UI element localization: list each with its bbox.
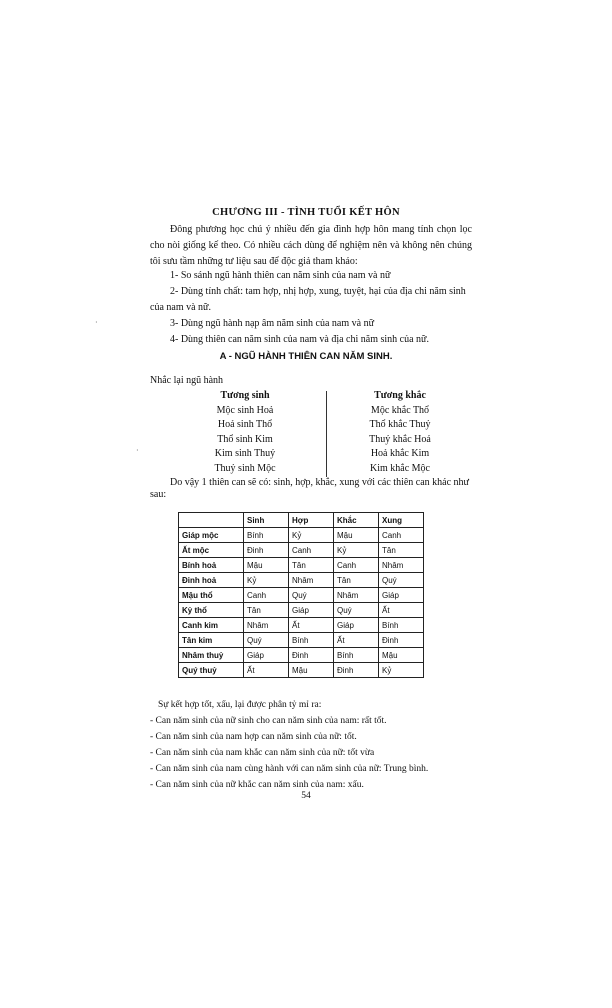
methods-list	[150, 268, 472, 348]
summary-item: - Can năm sinh của nữ khắc can năm sinh của nam: xấu.	[150, 780, 364, 790]
summary-item: - Can năm sinh của nam hợp can năm sinh của nữ: tốt.	[150, 732, 357, 742]
table-cell: Nhâm	[334, 588, 379, 603]
summary-item: - Can năm sinh của nam khắc can năm sinh của nữ: tốt vừa	[150, 748, 375, 758]
table-cell: Tân	[289, 558, 334, 573]
row-label: Kỷ thổ	[179, 603, 244, 618]
table-cell: Mậu	[379, 648, 424, 663]
table-header-row	[179, 513, 424, 528]
relation-item: Thổ sinh Kim	[217, 433, 273, 445]
tuong-sinh-header: Tương sinh	[220, 390, 270, 401]
table-cell: Bính	[334, 648, 379, 663]
thien-can-table	[178, 512, 424, 678]
method-item: 4- Dùng thiên can năm sinh của nam và địa chi năm sinh của nữ.	[170, 334, 429, 345]
recall-label: Nhắc lại ngũ hành	[150, 375, 224, 386]
table-cell: Kỷ	[244, 573, 289, 588]
therefore-paragraph: Do vậy 1 thiên can sẽ có: sinh, hợp, khắc, xung với các thiên can khác như sau:	[150, 477, 469, 500]
table-cell: Canh	[379, 528, 424, 543]
table-cell: Bính	[289, 633, 334, 648]
summary-item: - Can năm sinh của nữ sinh cho can năm sinh của nam: rất tốt.	[150, 716, 387, 726]
column-header: Xung	[379, 513, 424, 528]
table-cell: Kỷ	[379, 663, 424, 678]
table-corner	[179, 513, 244, 528]
column-header: Sinh	[244, 513, 289, 528]
relation-item: Thổ khắc Thuỷ	[369, 419, 431, 431]
table-cell: Bính	[379, 618, 424, 633]
row-label: Bính hoả	[179, 558, 244, 573]
column-header: Hợp	[289, 513, 334, 528]
table-row	[179, 633, 424, 648]
table-cell: Ất	[244, 663, 289, 678]
table-cell: Ất	[334, 633, 379, 648]
table-cell: Ất	[379, 603, 424, 618]
relation-item: Thuỷ khắc Hoả	[369, 433, 431, 445]
relation-item: Kim khắc Mộc	[370, 462, 430, 474]
page-number: 54	[301, 791, 311, 801]
row-label: Đinh hoả	[179, 573, 244, 588]
section-heading: A - NGŨ HÀNH THIÊN CAN NĂM SINH.	[219, 351, 393, 362]
table-row	[179, 558, 424, 573]
relation-item: Thuỷ sinh Mộc	[214, 462, 276, 474]
row-label: Giáp mộc	[179, 528, 244, 543]
table-row	[179, 528, 424, 543]
table-cell: Quý	[289, 588, 334, 603]
row-label: Nhâm thuỷ	[179, 648, 244, 663]
summary-block	[150, 697, 510, 793]
row-label: Canh kim	[179, 618, 244, 633]
scan-mark: ·	[136, 446, 139, 455]
table-cell: Nhâm	[244, 618, 289, 633]
relation-item: Hoả sinh Thổ	[217, 419, 273, 431]
summary-lead: Sự kết hợp tốt, xấu, lại được phân tỷ mỉ ra:	[158, 700, 322, 710]
table-cell: Nhâm	[379, 558, 424, 573]
table-cell: Ất	[289, 618, 334, 633]
table-cell: Mậu	[244, 558, 289, 573]
tuong-sinh-column	[180, 389, 310, 477]
method-item: 3- Dùng ngũ hành nạp âm năm sinh của nam và nữ	[170, 318, 374, 329]
table-cell: Đinh	[334, 663, 379, 678]
table-row	[179, 588, 424, 603]
table-row	[179, 618, 424, 633]
table-cell: Đinh	[289, 648, 334, 663]
table-cell: Giáp	[379, 588, 424, 603]
row-label: Quý thuỷ	[179, 663, 244, 678]
table-cell: Bính	[244, 528, 289, 543]
table-row	[179, 663, 424, 678]
table-cell: Kỷ	[289, 528, 334, 543]
table-cell: Đinh	[244, 543, 289, 558]
column-header: Khắc	[334, 513, 379, 528]
table-row	[179, 648, 424, 663]
relation-item: Hoả khắc Kim	[370, 448, 430, 460]
table-cell: Quý	[334, 603, 379, 618]
table-cell: Tân	[334, 573, 379, 588]
table-cell: Canh	[334, 558, 379, 573]
relation-item: Kim sinh Thuỷ	[214, 448, 276, 460]
table-row	[179, 573, 424, 588]
tuong-khac-column	[335, 389, 465, 477]
summary-item: - Can năm sinh của nam cùng hành với can năm sinh của nữ: Trung bình.	[150, 764, 429, 774]
table-cell: Mậu	[334, 528, 379, 543]
table-cell: Tân	[379, 543, 424, 558]
row-label: Ất mộc	[179, 543, 244, 558]
row-label: Mậu thổ	[179, 588, 244, 603]
table-cell: Canh	[289, 543, 334, 558]
table-cell: Kỷ	[334, 543, 379, 558]
relation-item: Mộc sinh Hoả	[216, 404, 274, 416]
table-cell: Canh	[244, 588, 289, 603]
method-item: 1- So sánh ngũ hành thiên can năm sinh của nam và nữ	[170, 270, 391, 281]
table-cell: Tân	[244, 603, 289, 618]
table-row	[179, 543, 424, 558]
scan-mark: ·	[95, 318, 98, 327]
table-cell: Nhâm	[289, 573, 334, 588]
table-row	[179, 603, 424, 618]
method-item: 2- Dùng tính chất: tam hợp, nhị hợp, xung, tuyệt, hại của địa chi năm sinh của nam và nữ.	[150, 286, 466, 313]
tuong-khac-header: Tương khắc	[374, 390, 426, 401]
intro-paragraph: Đông phương học chú ý nhiều đến gia đình hợp hôn mang tính chọn lọc cho nòi giống kế theo. Có nhiều cách dùng để nghiệm nên và không nên chúng tôi sưu tầm những tư liệu sau để độc giả tham khảo:	[150, 224, 472, 267]
table-cell: Đinh	[379, 633, 424, 648]
relation-item: Mộc khắc Thổ	[370, 404, 430, 416]
table-cell: Mậu	[289, 663, 334, 678]
table-cell: Quý	[244, 633, 289, 648]
column-divider	[326, 391, 327, 477]
table-cell: Giáp	[289, 603, 334, 618]
row-label: Tân kim	[179, 633, 244, 648]
table-cell: Giáp	[244, 648, 289, 663]
chapter-title: CHƯƠNG III - TÌNH TUỔI KẾT HÔN	[212, 207, 400, 218]
table-cell: Giáp	[334, 618, 379, 633]
table-cell: Quý	[379, 573, 424, 588]
